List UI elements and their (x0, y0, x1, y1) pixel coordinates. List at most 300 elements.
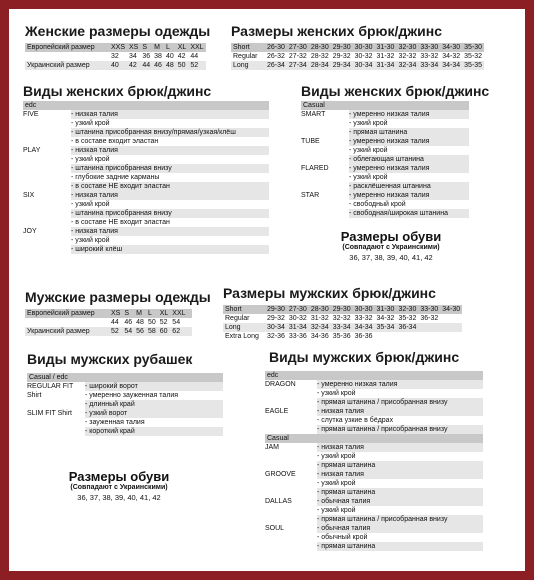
cell: 31-32 (310, 315, 329, 322)
men-jeans-types-table (265, 371, 483, 551)
cell: S (140, 43, 152, 52)
list-item (23, 245, 269, 254)
list-item (301, 164, 469, 173)
type-name: REGULAR FIT Shirt (27, 383, 74, 399)
women-shoes-section (331, 229, 451, 262)
women-jeans-types-2-title: Виды женских брюк/джинс (301, 83, 490, 99)
type-feature: - широкий ворот (85, 382, 223, 391)
group-header: edc (23, 101, 269, 110)
type-name: STAR (301, 192, 320, 199)
type-name: SIX (23, 192, 35, 199)
cell: 34-34 (354, 324, 373, 331)
women-jeans-types-section (23, 83, 211, 99)
type-feature: - в составе входит эластан (71, 137, 269, 146)
table-row (25, 309, 192, 318)
table-row (231, 52, 484, 61)
type-feature: - умеренно низкая талия (317, 380, 483, 389)
table-row (223, 314, 462, 323)
cell: 44 (111, 319, 119, 326)
row-label: Long (223, 323, 265, 332)
list-item (301, 128, 469, 137)
table-row (223, 332, 462, 341)
cell: 40 (109, 61, 127, 70)
cell: 50 (147, 319, 156, 326)
type-name (265, 533, 317, 542)
women-jeans-types-title: Виды женских брюк/джинс (23, 83, 212, 99)
men-shoes-section (59, 469, 179, 502)
cell: 28-34 (310, 62, 329, 69)
women-shoes-values: 36, 37, 38, 39, 40, 41, 42 (349, 253, 433, 262)
cell: 33-34 (332, 324, 351, 331)
cell: 34-34 (442, 62, 461, 69)
men-jeans-sizes-table (223, 305, 462, 341)
type-name (265, 461, 317, 470)
type-name: SMART (301, 111, 326, 118)
women-jeans-sizes-title: Размеры женских брюк/джинс (231, 23, 443, 39)
cell: 33-36 (288, 333, 307, 340)
cell (440, 323, 462, 332)
list-item (265, 461, 483, 470)
list-item (23, 164, 269, 173)
cell: L (146, 309, 158, 318)
cell: 34-32 (376, 315, 395, 322)
cell: 34 (129, 53, 137, 60)
type-feature: - низкая талия (317, 443, 483, 452)
type-feature: - прямая штанина (317, 461, 483, 470)
cell: 26-30 (267, 44, 285, 51)
list-item (265, 515, 483, 524)
cell (188, 309, 192, 318)
list-item (265, 533, 483, 542)
type-feature: - штанина присобранная внизу (71, 209, 269, 218)
cell: 56 (136, 328, 144, 335)
cell: 32 (111, 53, 119, 60)
men-shirts-table (27, 373, 223, 436)
type-name (265, 425, 317, 434)
list-item (23, 110, 269, 119)
type-name (265, 542, 317, 551)
table-row (231, 43, 484, 52)
list-item (301, 182, 469, 191)
cell: M (152, 43, 164, 52)
cell: 32-34 (398, 62, 417, 69)
type-name (23, 200, 71, 209)
type-name (301, 209, 349, 218)
cell: XL (159, 310, 169, 317)
cell: 34-32 (442, 53, 461, 60)
type-name (265, 488, 317, 497)
cell: 46 (124, 319, 133, 326)
type-feature: - низкая талия (71, 146, 269, 155)
cell: 36-36 (354, 333, 373, 340)
list-item (301, 191, 469, 200)
type-feature: - глубокие задние карманы (71, 173, 269, 182)
cell: 48 (165, 62, 174, 69)
cell: 29-32 (267, 315, 285, 322)
type-feature: - длинный край (85, 400, 223, 409)
type-name (23, 164, 71, 173)
men-jeans-types-title: Виды мужских брюк/джинс (269, 349, 460, 365)
list-item (27, 400, 223, 409)
cell: 31-30 (376, 306, 395, 313)
type-feature: - прямая штанина (317, 488, 483, 497)
cell: 36 (142, 53, 151, 60)
list-item (265, 389, 483, 398)
cell: XS (129, 44, 139, 51)
row-label (25, 318, 109, 327)
cell: 30-32 (354, 53, 373, 60)
women-clothing-title: Женские размеры одежды (25, 23, 211, 39)
list-item (23, 128, 269, 137)
cell: 31-34 (288, 324, 307, 331)
cell: 35-35 (464, 62, 483, 69)
type-name (265, 452, 317, 461)
type-name (23, 137, 71, 146)
type-name (265, 398, 317, 407)
type-name (23, 209, 71, 218)
table-row (25, 318, 192, 327)
women-jeans-types-2-table (301, 101, 469, 218)
cell: 29-34 (332, 62, 351, 69)
cell (440, 314, 462, 323)
list-item (23, 227, 269, 236)
cell: M (134, 309, 146, 318)
type-feature: - зауженная талия (85, 418, 223, 427)
type-feature: - прямая штанина / присобранная внизу (317, 398, 483, 407)
cell: 52 (159, 319, 168, 326)
list-item (23, 236, 269, 245)
cell: 50 (176, 61, 189, 70)
size-chart-sheet (9, 9, 525, 571)
men-shoes-values: 36, 37, 38, 39, 40, 41, 42 (77, 493, 161, 502)
list-item (265, 380, 483, 389)
cell: XXS (111, 44, 126, 51)
cell: 48 (136, 319, 144, 326)
men-jeans-sizes-title: Размеры мужских брюк/джинс (223, 285, 436, 301)
cell: 35-30 (464, 44, 483, 51)
women-clothing-table (25, 43, 206, 70)
cell: 28-30 (310, 306, 329, 313)
men-shirts-section (27, 351, 192, 367)
list-item (265, 416, 483, 425)
men-clothing-table (25, 309, 192, 336)
cell: XXL (190, 44, 204, 51)
row-label: Украинский размер (25, 327, 109, 336)
list-item (265, 398, 483, 407)
cell: 44 (142, 62, 151, 69)
cell (188, 327, 192, 336)
table-row (25, 327, 192, 336)
women-shoes-subtitle: (Совпадают с Украинскими) (342, 244, 440, 251)
type-feature: - прямая штанина (349, 128, 469, 137)
cell: 26-34 (267, 62, 285, 69)
cell: 34-30 (442, 306, 461, 313)
cell: 35-36 (332, 333, 351, 340)
type-feature: - свободная/широкая штанина (349, 209, 469, 218)
list-item (301, 110, 469, 119)
type-name (27, 391, 85, 400)
row-label: Extra Long (225, 333, 259, 340)
list-item (265, 542, 483, 551)
cell: 32-30 (398, 44, 417, 51)
type-name: EAGLE (265, 408, 289, 415)
cell: 32-34 (310, 324, 329, 331)
type-feature: - узкий крой (71, 236, 269, 245)
type-feature: - обычная талия (317, 524, 483, 533)
cell: 32-32 (332, 315, 351, 322)
cell: 32-36 (267, 333, 285, 340)
list-item (301, 155, 469, 164)
group-header: Casual (301, 101, 469, 110)
row-label: Regular (233, 53, 258, 60)
type-name: DRAGON (265, 381, 296, 388)
type-feature: - штанина присобранная внизу (71, 164, 269, 173)
cell: 62 (170, 327, 187, 336)
cell: 30-30 (354, 306, 373, 313)
cell: 28-30 (310, 44, 329, 51)
cell (375, 332, 397, 341)
cell: 52 (109, 327, 122, 336)
type-name (301, 155, 349, 164)
list-item (23, 119, 269, 128)
cell (418, 323, 440, 332)
cell: 32-32 (398, 53, 417, 60)
list-item (265, 470, 483, 479)
cell (418, 332, 440, 341)
cell: 54 (124, 328, 133, 335)
type-feature: - узкий крой (71, 119, 269, 128)
cell: 27-34 (288, 62, 307, 69)
table-row (25, 61, 206, 70)
type-name (265, 389, 317, 398)
cell: 30-30 (354, 44, 373, 51)
type-feature: - короткий край (85, 427, 223, 436)
type-name (27, 400, 85, 409)
type-name: FIVE (23, 111, 39, 118)
list-item (23, 173, 269, 182)
type-feature: - узкий крой (71, 155, 269, 164)
list-item (23, 218, 269, 227)
list-item (27, 391, 223, 400)
type-name (301, 173, 349, 182)
cell: 29-30 (332, 44, 351, 51)
type-feature: - узкий крой (317, 389, 483, 398)
type-feature: - низкая талия (71, 227, 269, 236)
type-name (265, 479, 317, 488)
type-name (23, 119, 71, 128)
type-feature: - прямая штанина / присобранная внизу (317, 425, 483, 434)
type-feature: - узкий ворот (85, 409, 223, 418)
cell: 36-32 (420, 315, 439, 322)
cell: 26-32 (267, 53, 285, 60)
women-jeans-sizes-section (231, 23, 484, 70)
type-name (265, 515, 317, 524)
cell: XS (111, 310, 121, 317)
cell: 30-32 (288, 315, 307, 322)
cell: 35-34 (376, 324, 395, 331)
type-feature: - облегающая штанина (349, 155, 469, 164)
men-clothing-section (25, 289, 211, 336)
type-name (27, 427, 85, 436)
type-name (265, 506, 317, 515)
type-name (23, 236, 71, 245)
type-feature: - прямая штанина (317, 542, 483, 551)
list-item (265, 479, 483, 488)
men-clothing-title: Мужские размеры одежды (25, 289, 211, 305)
type-feature: - широкий клёш (71, 245, 269, 254)
men-shirts-title: Виды мужских рубашек (27, 351, 193, 367)
list-item (265, 452, 483, 461)
list-item (301, 119, 469, 128)
list-item (265, 425, 483, 434)
cell (188, 318, 192, 327)
type-name: GROOVE (265, 471, 296, 478)
cell: 38 (154, 53, 162, 60)
cell: 33-34 (420, 62, 439, 69)
row-label: Regular (225, 315, 250, 322)
cell: 29-30 (267, 306, 285, 313)
cell: 35-32 (398, 315, 417, 322)
type-name (23, 128, 71, 137)
cell: 35-32 (464, 53, 483, 60)
type-feature: - умеренно низкая талия (349, 110, 469, 119)
list-item (301, 173, 469, 182)
cell: 40 (165, 53, 174, 60)
type-feature: - низкая талия (71, 110, 269, 119)
cell: 30-34 (267, 324, 285, 331)
type-feature: - обычная талия (317, 497, 483, 506)
list-item (265, 524, 483, 533)
women-jeans-types-table (23, 101, 269, 254)
type-feature: - узкий крой (317, 479, 483, 488)
type-feature: - в составе НЕ входит эластан (71, 182, 269, 191)
type-feature: - узкий крой (349, 119, 469, 128)
type-name: JAM (265, 444, 279, 451)
cell: 36-34 (398, 324, 417, 331)
type-name (265, 416, 317, 425)
list-item (23, 137, 269, 146)
type-name (23, 155, 71, 164)
cell: 27-30 (288, 306, 307, 313)
cell: 31-32 (376, 53, 395, 60)
type-feature: - узкий крой (349, 146, 469, 155)
cell: 46 (154, 62, 162, 69)
cell: 42 (127, 61, 140, 70)
group-header: Casual / edc (27, 373, 223, 382)
cell: 33-30 (420, 306, 439, 313)
row-label: Short (223, 305, 265, 314)
table-row (223, 323, 462, 332)
type-feature: - низкая талия (317, 407, 483, 416)
type-feature: - низкая талия (317, 470, 483, 479)
women-jeans-sizes-table (231, 43, 484, 70)
type-feature: - расклёшенная штанина (349, 182, 469, 191)
group-header: edc (265, 371, 483, 380)
table-row (223, 305, 462, 314)
list-item (23, 155, 269, 164)
type-name: SLIM FIT Shirt (27, 410, 72, 417)
type-name (301, 146, 349, 155)
list-item (265, 443, 483, 452)
list-item (265, 407, 483, 416)
list-item (301, 209, 469, 218)
type-name: FLARED (301, 165, 329, 172)
list-item (23, 200, 269, 209)
list-item (265, 497, 483, 506)
men-shoes-subtitle: (Совпадают с Украинскими) (70, 484, 168, 491)
cell: 44 (190, 53, 199, 60)
type-feature: - обычный крой (317, 533, 483, 542)
cell: 29-32 (332, 53, 351, 60)
cell: 42 (177, 53, 186, 60)
list-item (23, 191, 269, 200)
cell: XXL (172, 310, 186, 317)
type-name (27, 418, 85, 427)
type-feature: - прямая штанина / присобранная внизу (317, 515, 483, 524)
type-feature: - узкий крой (317, 506, 483, 515)
cell: 28-32 (310, 53, 329, 60)
type-name (23, 182, 71, 191)
list-item (301, 146, 469, 155)
type-feature: - умеренно низкая талия (349, 164, 469, 173)
type-feature: - слутка узкие в бёдрах (317, 416, 483, 425)
type-name: SOUL (265, 525, 285, 532)
type-name: JOY (23, 228, 37, 235)
list-item (23, 146, 269, 155)
type-feature: - узкий крой (71, 200, 269, 209)
type-name (23, 218, 71, 227)
table-row (25, 52, 206, 61)
list-item (27, 427, 223, 436)
list-item (23, 182, 269, 191)
cell: 54 (172, 319, 181, 326)
type-name (301, 119, 349, 128)
cell: 29-30 (332, 306, 351, 313)
list-item (301, 137, 469, 146)
type-name (23, 245, 71, 254)
type-name: TUBE (301, 138, 320, 145)
cell (396, 332, 418, 341)
type-name (23, 173, 71, 182)
cell: 58 (147, 328, 156, 335)
cell: XL (177, 44, 187, 51)
type-feature: - узкий крой (349, 173, 469, 182)
men-jeans-types-section (269, 349, 459, 365)
cell: 27-32 (288, 53, 307, 60)
group-header: Casual (265, 434, 483, 443)
list-item (265, 488, 483, 497)
type-feature: - низкая талия (71, 191, 269, 200)
type-name (301, 128, 349, 137)
type-name: DALLAS (265, 498, 292, 505)
cell: L (164, 43, 176, 52)
cell: 32-30 (398, 306, 417, 313)
type-name: PLAY (23, 147, 41, 154)
row-label: Европейский размер (25, 43, 109, 52)
cell: S (122, 309, 134, 318)
women-shoes-title: Размеры обуви (340, 229, 442, 244)
cell: 33-30 (420, 44, 439, 51)
women-clothing-section (25, 23, 210, 70)
cell: 31-34 (376, 62, 395, 69)
list-item (27, 409, 223, 418)
women-jeans-types-2-section (301, 83, 489, 99)
row-label: Long (231, 61, 265, 70)
cell: 27-30 (288, 44, 307, 51)
row-label: Short (231, 43, 265, 52)
type-feature: - умеренно низкая талия (349, 191, 469, 200)
type-feature: - в составе НЕ входит эластан (71, 218, 269, 227)
